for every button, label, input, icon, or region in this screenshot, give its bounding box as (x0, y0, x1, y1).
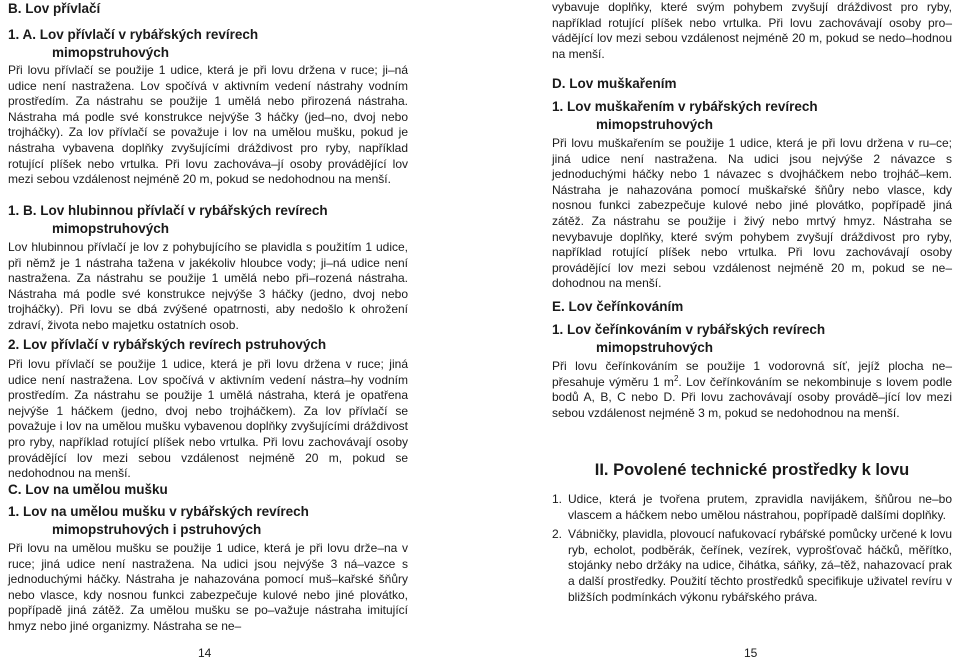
paragraph-d1: Při lovu muškařením se použije 1 udice, která je při lovu držena v ru–ce; jiná udice není nastražena. Na udici jsou nejvýše 2 návazce s jednoduchými háčky nebo 1 návazec s dvojháčkem nebo trojháč–kem. Nástraha je nahazována pomocí muškařské šňůry nebo vlasce, kdy nosnou funkci zabezpečuje kulové nebo jiné plovátko, popřípadě jiná zátěž. Za nástrahu se použije i živý nebo mrtvý hmyz. Nástraha se nevybavuje doplňky, které svým pohybem zvyšují dráždivost pro ryby, například rotující plíšek nebo vrtulka. Při lovu zachovávají osoby provádějící lov mezi sebou vzdálenost nejméně 20 m, pokud se ne–dohodnou na menší. (552, 136, 952, 291)
list-item (552, 527, 952, 605)
heading-1b-line2: mimopstruhových (52, 221, 170, 236)
heading-lov-na-umelou-musku: C. Lov na umělou mušku (8, 482, 168, 497)
subsection-1b (8, 202, 408, 238)
page-number-right: 15 (744, 646, 758, 660)
heading-lov-cerinkovanim: E. Lov čeřínkováním (552, 299, 684, 314)
equipment-list (552, 492, 952, 605)
section-heading-b (8, 0, 408, 18)
subsection-c1 (8, 503, 408, 539)
page-number-left: 14 (198, 646, 212, 660)
paragraph-e1-part2: . Lov čeřínkováním se nekombinuje s lovem podle bodů A, B, C nebo D. Při lovu zachovávají osoby provádě–jící lov mezi sebou vzdálenost nejméně 3 m, pokud se nedohodnou na menší. (552, 374, 953, 420)
heading-2-pstruhovych: 2. Lov přívlačí v rybářských revírech pstruhových (8, 337, 327, 352)
subsection-1a (8, 26, 408, 62)
heading-e1-line2: mimopstruhových (596, 340, 714, 355)
paragraph-c1: Při lovu na umělou mušku se použije 1 udice, která je při lovu drže–na v ruce; jiná udice není nastražena. Na udici jsou nejvýše 3 ná–vazce s jednoduchými háčky. Nástraha je nahazována pomocí muš–kařské šňůry nebo vlasce, kdy nosnou funkci zabezpečuje kulové nebo jiné plovátko, popřípadě jiná zátěž. Za umělou mušku se po–važuje nástraha imitující hmyz nebo jiné organizmy. Nástraha se ne– (8, 541, 408, 633)
paragraph-e1 (552, 359, 952, 421)
heading-c1-line1: 1. Lov na umělou mušku v rybářských revírech (8, 504, 309, 519)
heading-d1-line1: 1. Lov muškařením v rybářských revírech (552, 99, 818, 114)
chapter-title: II. Povolené technické prostředky k lovu (594, 461, 910, 479)
paragraph-1b: Lov hlubinnou přívlačí je lov z pohybujícího se plavidla s použitím 1 udice, při němž je 1 nástraha tažena v jakékoliv hloubce vody; ji–ná udice není nastražena. Za nástrahu se použije 1 umělá nebo při–rozená nástraha. Nástraha má podle své konstrukce nejvýše 3 háčky (jedno, dvoj nebo trojháčky). Při lovu se dbá zvýšené opatrnosti, aby nedošlo k ohrožení zdraví, života nebo majetku ostatních osob. (8, 240, 408, 332)
paragraph-continued: vybavuje doplňky, které svým pohybem zvyšují dráždivost pro ryby, například rotující plíšek nebo vrtulka. Při lovu zachovávají osoby pro–vádějící lov mezi sebou vzdálenost nejméně 20 m, pokud se nedo–hodnou na menší. (552, 0, 952, 61)
list-item-text: Vábničky, plavidla, plovoucí nafukovací rybářské pomůcky určené k lovu ryb, echolot, podběrák, čeřínek, vezírek, vyprošťovač háčků, měřítko, stojánky nebo držáky na udice, čihátka, sáňky, zá–těž, nahazovací prak a další prostředky. Použití těchto prostředků specifikuje uživatel revíru v bližších podmínkách výkonu rybářského práva. (568, 527, 952, 604)
heading-d1-line2: mimopstruhových (596, 117, 714, 132)
paragraph-2: Při lovu přívlačí se použije 1 udice, která je při lovu držena v ruce; jiná udice není nastražena. Lov spočívá v aktivním vedení nástra–hy vodním prostředím. Za nástrahu se použije 1 umělá nástraha, která je opatřena nejvýše 1 háčkem (jedno, dvoj nebo trojháčkem). Za lov přívlačí se považuje i lov na umělou mušku vybavenou doplňky zvyšujícími dráždivost pro ryby, například rotující plíšek nebo vrtulka. Při lovu zachovávají osoby provádějící lov mezi sebou vzdálenost nejméně 20 m, pokud se nedohodnou na menší. (8, 357, 408, 481)
heading-lov-muskarenim: D. Lov muškařením (552, 76, 677, 91)
heading-1a-line1: 1. A. Lov přívlačí v rybářských revírech (8, 27, 259, 42)
subsection-e1 (552, 321, 952, 357)
list-item-text: Udice, která je tvořena prutem, zpravidla navijákem, šňůrou ne–bo vlascem a háčkem nebo umělou nástrahou, popřípadě dalšími doplňky. (568, 492, 952, 522)
heading-c1-line2: mimopstruhových i pstruhových (52, 522, 262, 537)
heading-1a-line2: mimopstruhových (52, 45, 170, 60)
paragraph-e1-part1: Při lovu čeřínkováním se použije 1 vodorovná síť, jejíž plocha ne–přesahuje výměru 1 m (552, 359, 952, 389)
list-item-number: 1. (552, 492, 563, 506)
superscript-2: 2 (673, 373, 679, 383)
paragraph-1a: Při lovu přívlačí se použije 1 udice, která je při lovu držena v ruce; ji–ná udice není nastražena. Lov spočívá v aktivním vedení nástrahy vodním prostředím. Za nástrahu se použije 1 umělá nebo přirozená nástraha. Nástraha má podle své konstrukce nejvýše 3 háčky (jed–no, dvoj nebo trojháčky). Za lov přívlačí se považuje i lov na umělou mušku, pokud je nástraha vybavena doplňky zvyšujícími dráždivost pro ryby, například rotující plíšek nebo vrtulka. Při lovu zachováva–jí osoby provádějící lov mezi sebou vzdálenost nejméně 20 m, pokud se nedohodnou na menší. (8, 63, 408, 187)
heading-1b-line1: 1. B. Lov hlubinnou přívlačí v rybářských revírech (8, 203, 328, 218)
list-item (552, 492, 952, 523)
list-item-number: 2. (552, 527, 563, 542)
subsection-d1 (552, 98, 952, 134)
heading-e1-line1: 1. Lov čeřínkováním v rybářských revírech (552, 322, 826, 337)
heading-lov-privlaci: B. Lov přívlačí (8, 1, 101, 16)
